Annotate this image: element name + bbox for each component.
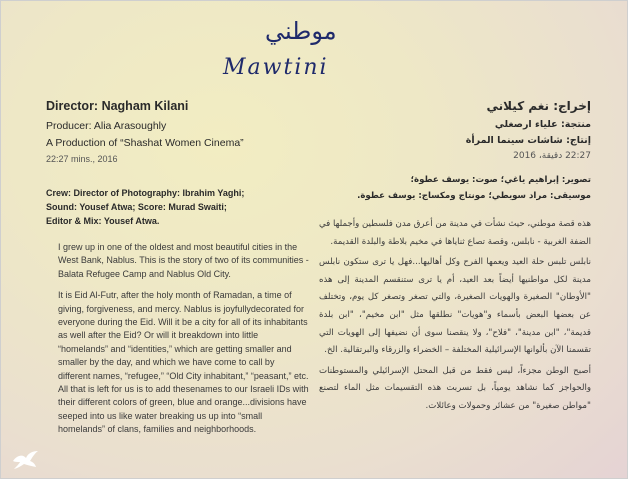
english-crew-line: Crew: Director of Photography: Ibrahim Yaghi; xyxy=(46,188,245,198)
english-producer: Producer: Alia Arasoughly xyxy=(46,120,167,132)
arabic-duration: 22:27 دقيقة، 2016 xyxy=(513,151,591,161)
arabic-crew-line: موسيقى: مراد سويطي؛ مونتاج ومكساج: يوسف عطوة. xyxy=(357,191,591,201)
english-crew-line: Sound: Yousef Atwa; Score: Murad Swaiti; xyxy=(46,202,227,212)
english-director: Director: Nagham Kilani xyxy=(46,99,189,113)
english-column xyxy=(46,99,309,445)
arabic-paragraph: هذه قصة موطني، حيث نشأت في مدينة من أعرق مدن فلسطين وأجملها في الضفة الغربية - نابلس، وقصة تصاع ثناياها في مخيم بلاطة والبلدة القديمة. xyxy=(319,219,591,247)
arabic-paragraph: نابلس تلبس حلة العيد ويعمها الفرح وكل أهاليها...فهل يا ترى ستكون نابلس مدينة لكل مواطنيها أيضاً بعد العيد، أم يا ترى ستنقسم المدينة إلى هذه "الأوطان" الصغيرة والهويات الصغيرة، والتي تصغر وتصغر كل يوم، وتختلف عن بعضها البعض بأسماء و"هويات" نطلقها مثل "ابن مخيم"، "ابن بلدة قديمة"، "ابن مدينة"، "فلاح"، ولا ينقصنا سوى أن نضيفها إلى الهويات التي تقسمنا الآن بألوانها الإسرائيلية المختلفة – الخضراء والزرقاء والبرتقالية. الخ. xyxy=(319,257,591,356)
arabic-director: إخراج: نغم كيلاني xyxy=(486,99,591,113)
arabic-producer: منتجة: علياء ارصغلي xyxy=(494,119,591,130)
english-crew xyxy=(46,186,309,228)
logo-arabic-text: موطني xyxy=(265,17,337,45)
mawtini-logo xyxy=(223,17,337,80)
english-production: A Production of “Shashat Women Cinema” xyxy=(46,137,244,149)
arabic-crew xyxy=(319,172,591,204)
dove-icon xyxy=(11,449,39,471)
logo-latin-text: Mawtini xyxy=(223,55,329,80)
english-crew-line: Editor & Mix: Yousef Atwa. xyxy=(46,216,160,226)
arabic-column xyxy=(319,99,591,419)
arabic-paragraph: أصبح الوطن مجزءاً، ليس فقط من قبل المحتل الإسرائيلي والمستوطنات والحواجز كما نشاهد يومياً، بل تسربت هذه التقسيمات مثل الماء لتصنع "مواطن صغيرة" من عشائر وحمولات وعائلات. xyxy=(319,365,591,411)
arabic-crew-line: تصوير: إبراهيم ياغي؛ صوت: يوسف عطوة؛ xyxy=(410,175,591,185)
english-paragraph: It is Eid Al-Futr, after the holy month of Ramadan, a time of giving, forgiveness, and mercy. Nablus is joyfullydecorated for everyone during the Eid. Will it be a city for all of its inhabitants as well after the Eid? Or will it breakdown into little “homelands” and “identities,” which are getting smaller and smaller by the day, and which we have come to call by different names, “refugee,” “Old City inhabitant,” “peasant,” etc. All that is left for us is to add thesenames to our Israeli IDs with their different colors of green, blue and orange...divisions have seeped into us like water breaking us up into “small homelands” of clans, families and neighborhoods. xyxy=(58,290,309,435)
arabic-production: إنتاج: شاشات سينما المرأة xyxy=(465,135,591,146)
english-paragraph: I grew up in one of the oldest and most beautiful cities in the West Bank, Nablus. This is the story of two of its communities -Balata Refugee Camp and Nablus Old City. xyxy=(58,242,309,279)
english-duration: 22:27 mins., 2016 xyxy=(46,154,118,164)
